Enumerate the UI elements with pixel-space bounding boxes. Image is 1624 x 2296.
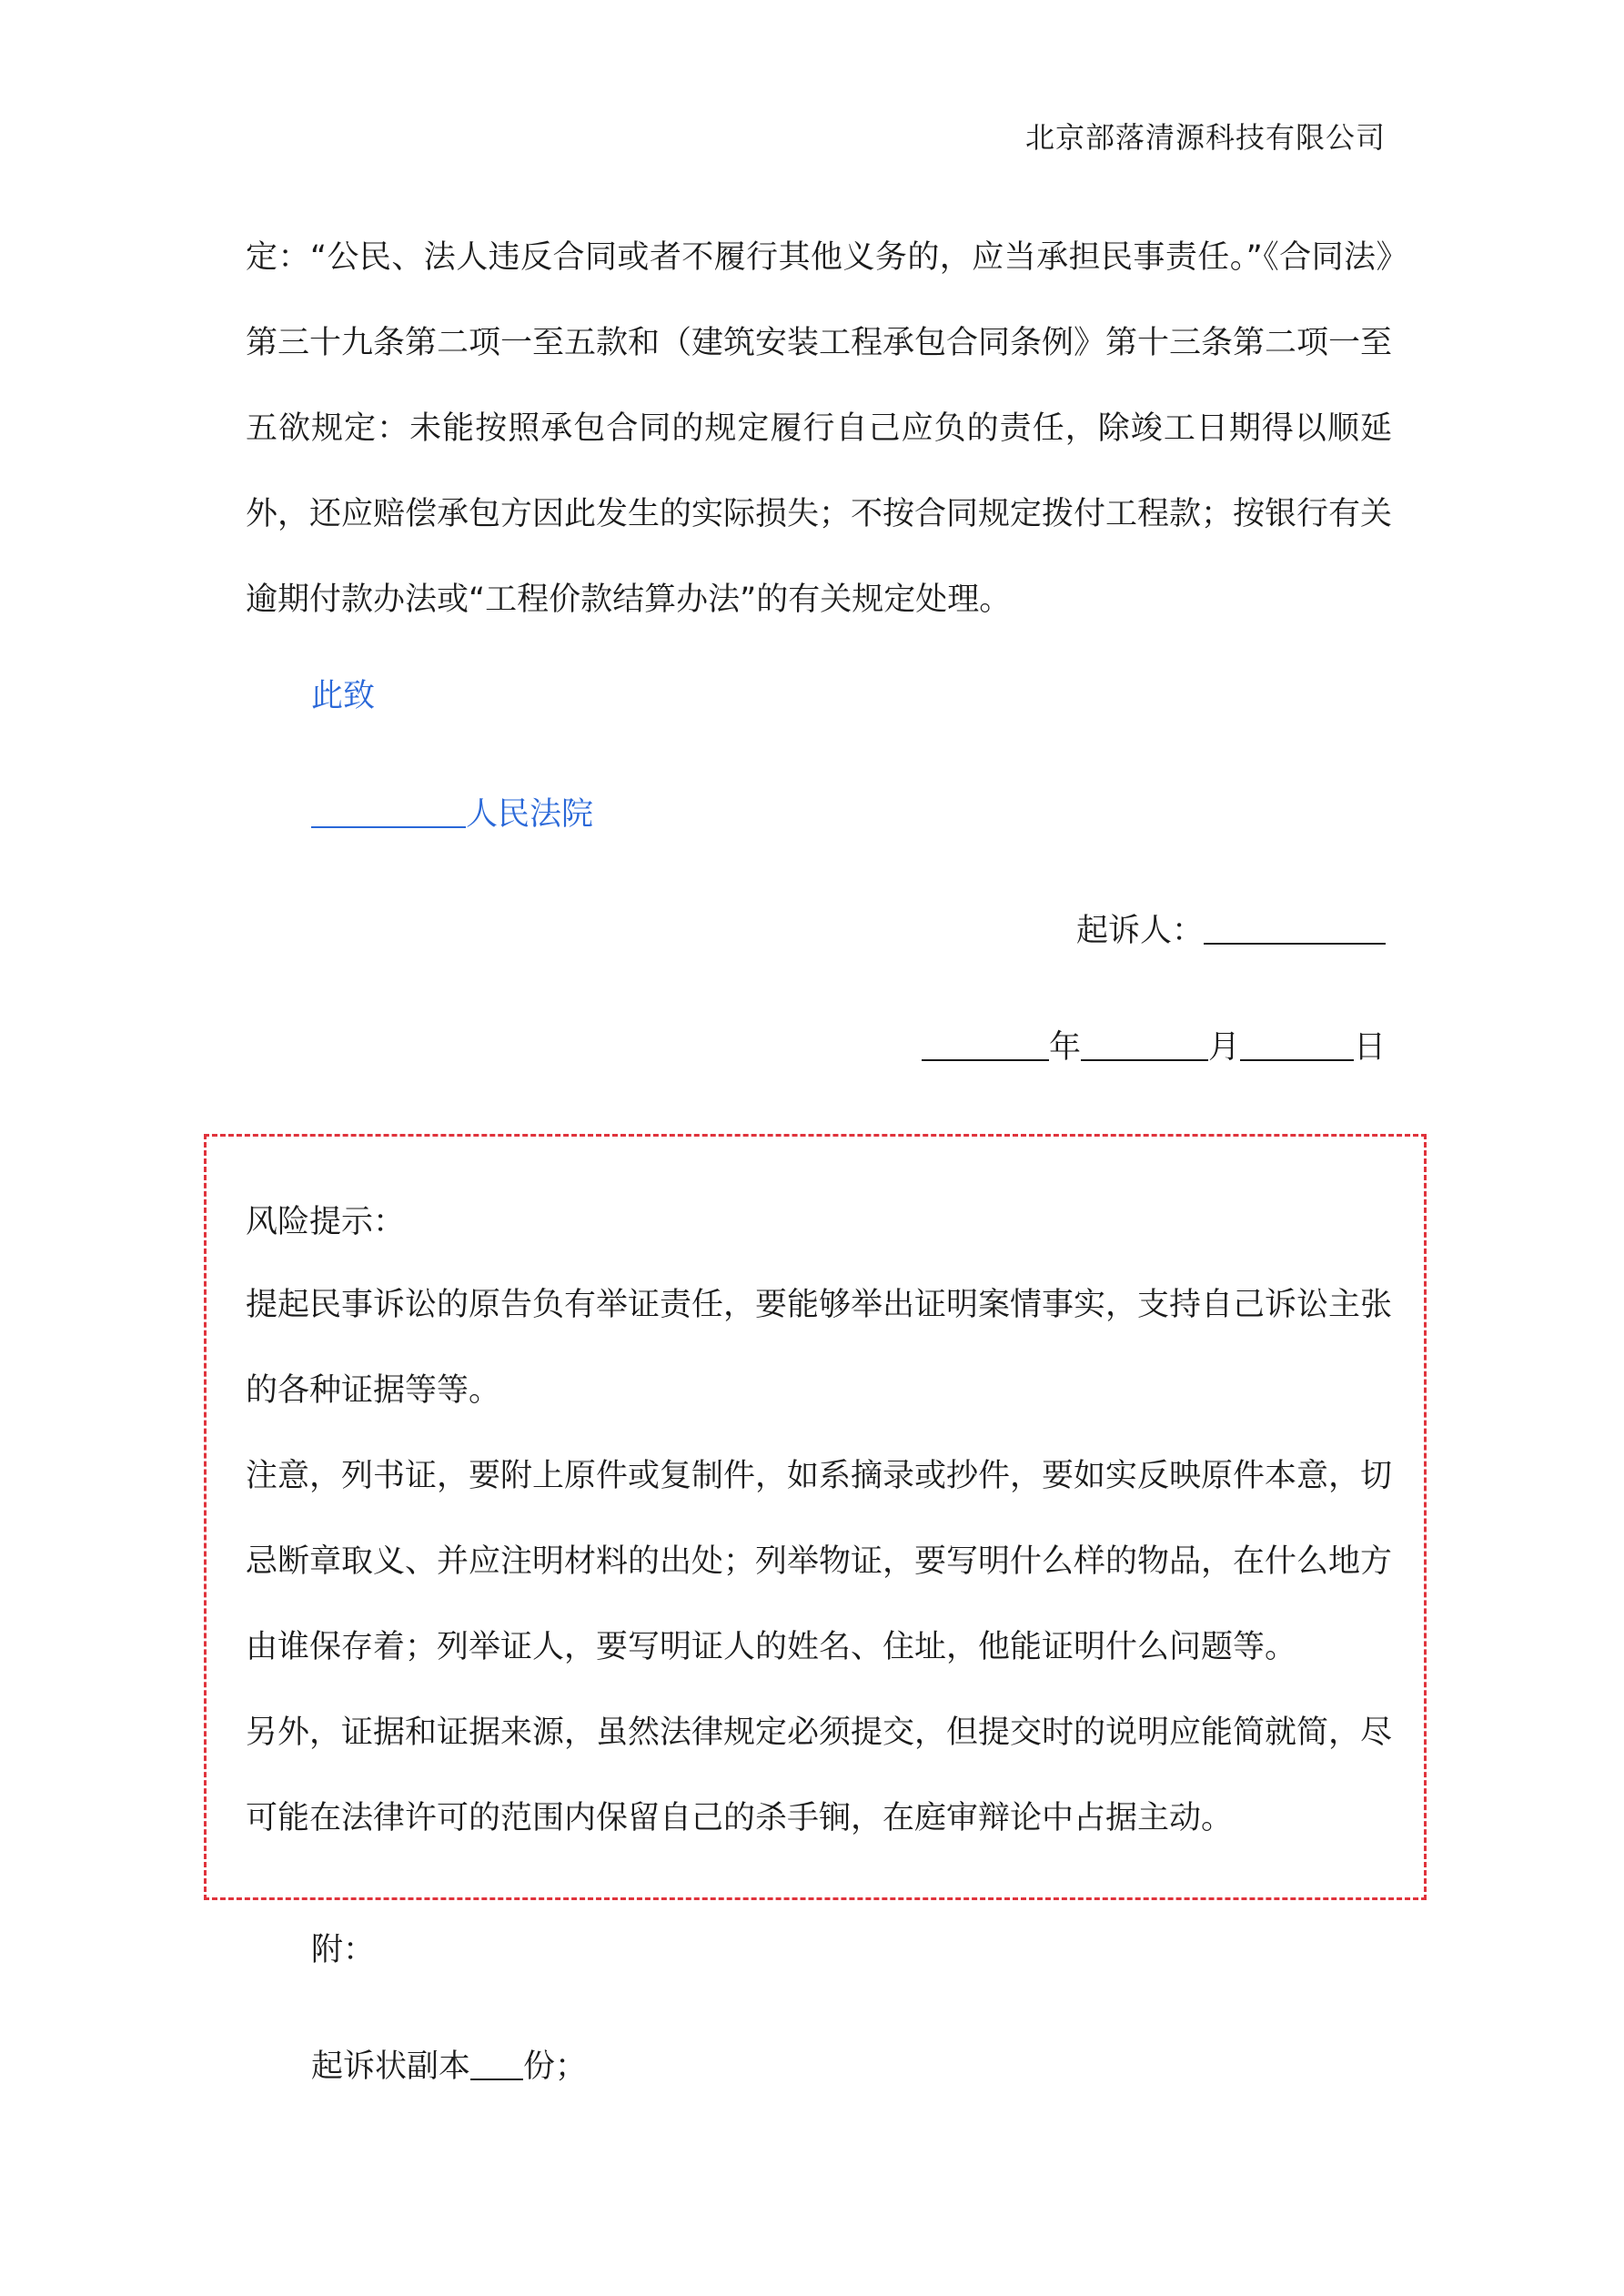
day-label: 日 (1353, 1029, 1386, 1066)
court-suffix: 人民法院 (466, 796, 594, 833)
risk-paragraph-2: 注意，列书证，要附上原件或复制件，如系摘录或抄件，要如实反映原件本意，切忌断章取义、并应注明材料的出处；列举物证，要写明什么样的物品，在什么地方由谁保存着；列举证人，要写明证人的姓名、住址，他能证明什么问题等。 (246, 1458, 1393, 1665)
body-paragraph: 定：“公民、法人违反合同或者不履行其他义务的，应当承担民事责任。”《合同法》第三十九条第二项一至五款和（建筑安装工程承包合同条例》第十三条第二项一至五欲规定：未能按照承包合同的规定履行自己应负的责任，除竣工日期得以顺延外，还应赔偿承包方因此发生的实际损失；不按合同规定拨付工程款；按银行有关逾期付款办法或“工程价款结算办法”的有关规定处理。 (246, 239, 1393, 618)
attachment-item (311, 2044, 587, 2089)
attachment-item-suffix: 份； (523, 2048, 588, 2085)
copies-blank[interactable] (470, 2046, 523, 2080)
company-header: 北京部落清源科技有限公司 (1024, 120, 1386, 155)
risk-paragraph-3: 另外，证据和证据来源，虽然法律规定必须提交，但提交时的说明应能简就简，尽可能在法律许可的范围内保留自己的杀手锏，在庭审辩论中占据主动。 (246, 1714, 1393, 1836)
plaintiff-label: 起诉人： (1075, 913, 1204, 949)
date-line (922, 1025, 1386, 1070)
court-name-blank[interactable] (311, 794, 466, 828)
risk-paragraph-1: 提起民事诉讼的原告负有举证责任，要能够举出证明案情事实，支持自己诉讼主张的各种证据等等。 (246, 1287, 1393, 1409)
attachment-item-prefix: 起诉状副本 (311, 2048, 471, 2085)
salutation: 此致 (311, 678, 376, 714)
plaintiff-blank[interactable] (1204, 910, 1386, 945)
court-line (311, 792, 593, 837)
attachment-label: 附： (311, 1932, 376, 1968)
risk-title: 风险提示： (246, 1204, 406, 1240)
plaintiff-line (1076, 908, 1386, 954)
day-blank[interactable] (1240, 1027, 1354, 1061)
month-label: 月 (1207, 1029, 1240, 1066)
year-label: 年 (1048, 1029, 1081, 1066)
year-blank[interactable] (922, 1027, 1049, 1061)
month-blank[interactable] (1081, 1027, 1208, 1061)
